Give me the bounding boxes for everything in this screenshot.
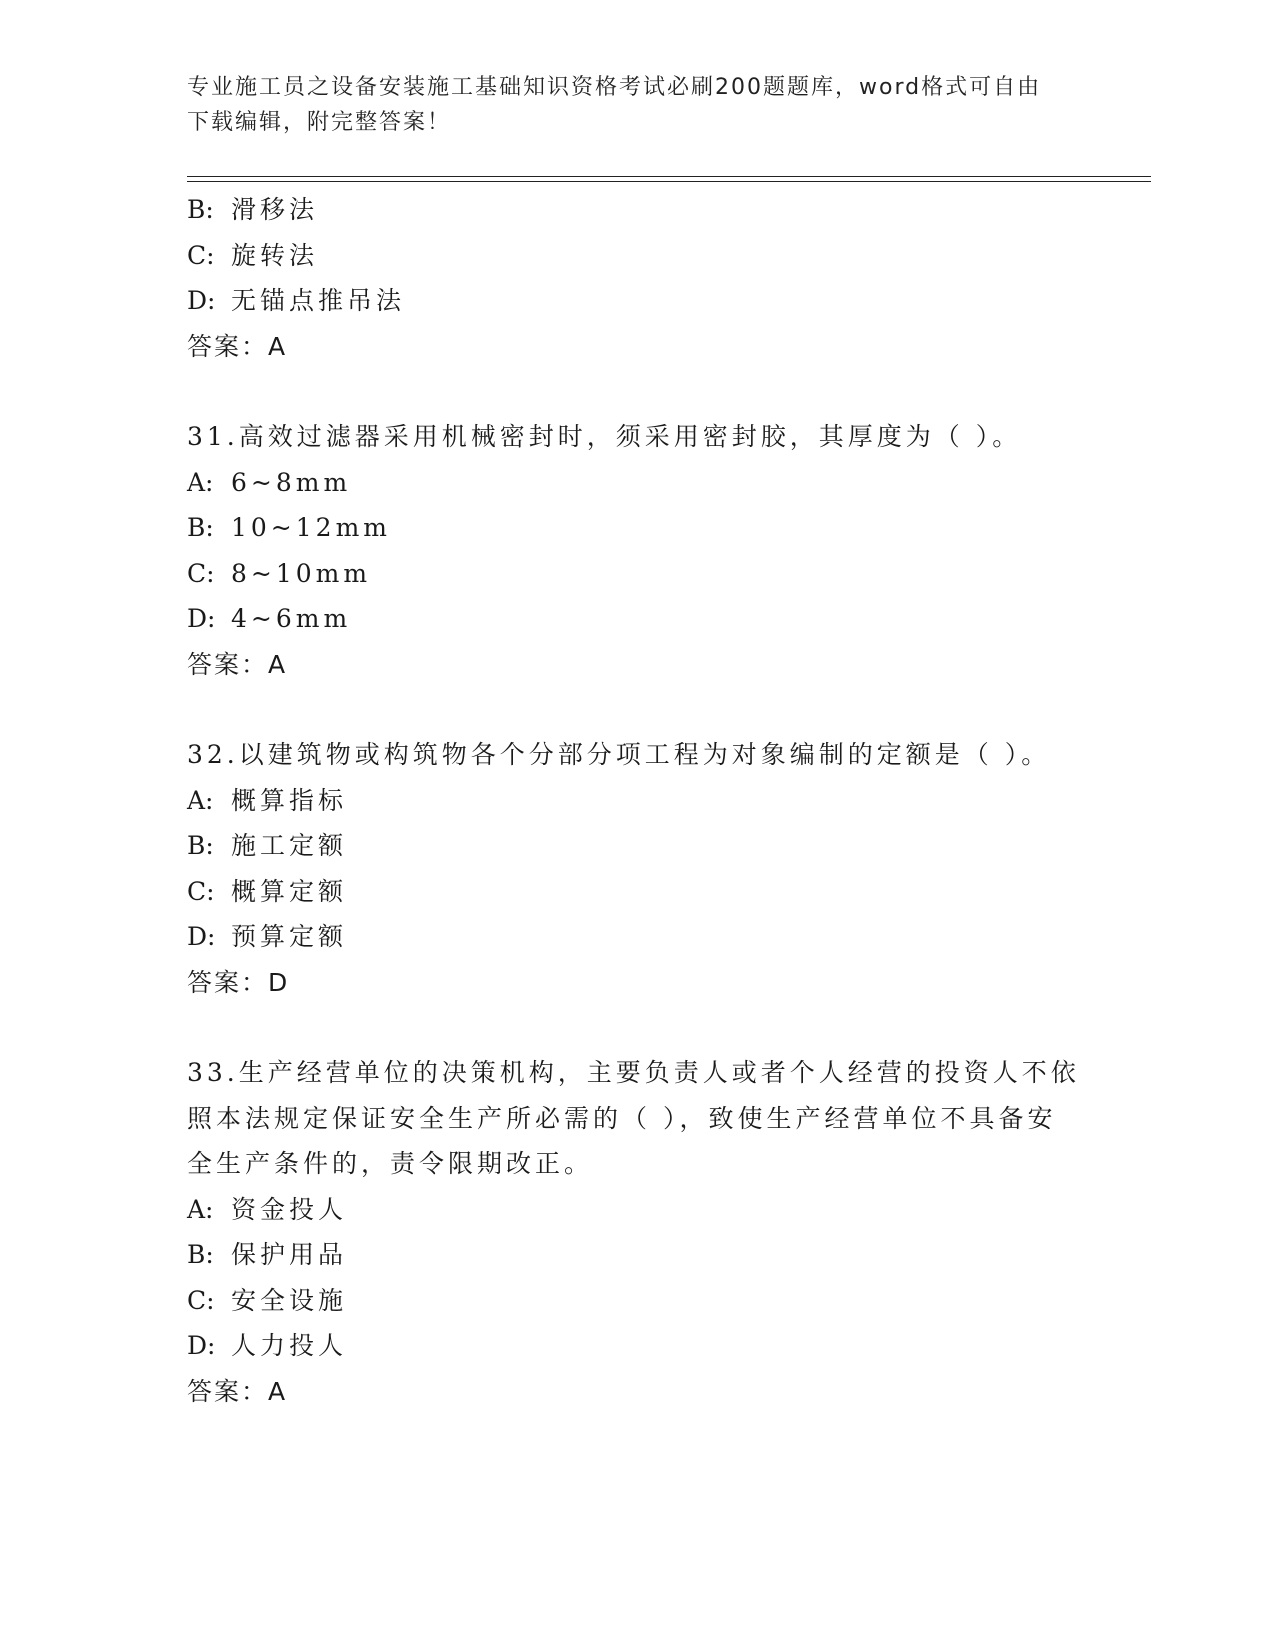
option-c: C: 概算定额 (187, 876, 348, 906)
option-b: B: 施工定额 (187, 831, 348, 860)
document-title-line-1: 专业施工员之设备安装施工基础知识资格考试必刷200题题库，word格式可自由 (187, 75, 1042, 100)
option-d: D: 人力投人 (187, 1331, 348, 1360)
question-stem-line-1: 33.生产经营单位的决策机构，主要负责人或者个人经营的投资人不依 (187, 1058, 1080, 1087)
question-list (187, 187, 1087, 1414)
answer-line: 答案：D (187, 967, 290, 997)
option-b: B: 保护用品 (187, 1240, 348, 1269)
page-header (187, 70, 1087, 140)
question-stem-line-3: 全生产条件的，责令限期改正。 (187, 1149, 594, 1178)
document-title-line-2: 下载编辑，附完整答案！ (187, 110, 452, 135)
option-a: A: 6~8mm (187, 467, 352, 497)
question-stem: 32.以建筑物或构筑物各个分部分项工程为对象编制的定额是（ ）。 (187, 740, 1051, 769)
question-31 (187, 414, 1087, 687)
option-a: A: 概算指标 (187, 785, 348, 815)
option-c: C: 8~10mm (187, 558, 372, 588)
question-32 (187, 732, 1087, 1005)
question-fragment (187, 187, 1087, 369)
question-stem-line-2: 照本法规定保证安全生产所必需的（ ），致使生产经营单位不具备安 (187, 1103, 1057, 1133)
option-c: C: 旋转法 (187, 240, 319, 270)
answer-line: 答案：A (187, 1376, 288, 1406)
option-c: C: 安全设施 (187, 1285, 348, 1315)
header-divider-top (187, 176, 1151, 177)
option-d: D: 4~6mm (187, 604, 352, 633)
question-33 (187, 1050, 1087, 1414)
header-divider-bottom (187, 181, 1151, 182)
answer-line: 答案：A (187, 649, 288, 679)
question-stem: 31.高效过滤器采用机械密封时，须采用密封胶，其厚度为（ ）。 (187, 422, 1022, 451)
option-b: B: 10~12mm (187, 513, 391, 542)
option-d: D: 预算定额 (187, 922, 348, 951)
option-d: D: 无锚点推吊法 (187, 286, 406, 315)
option-b: B: 滑移法 (187, 195, 319, 224)
option-a: A: 资金投人 (187, 1194, 348, 1224)
answer-line: 答案：A (187, 331, 288, 361)
